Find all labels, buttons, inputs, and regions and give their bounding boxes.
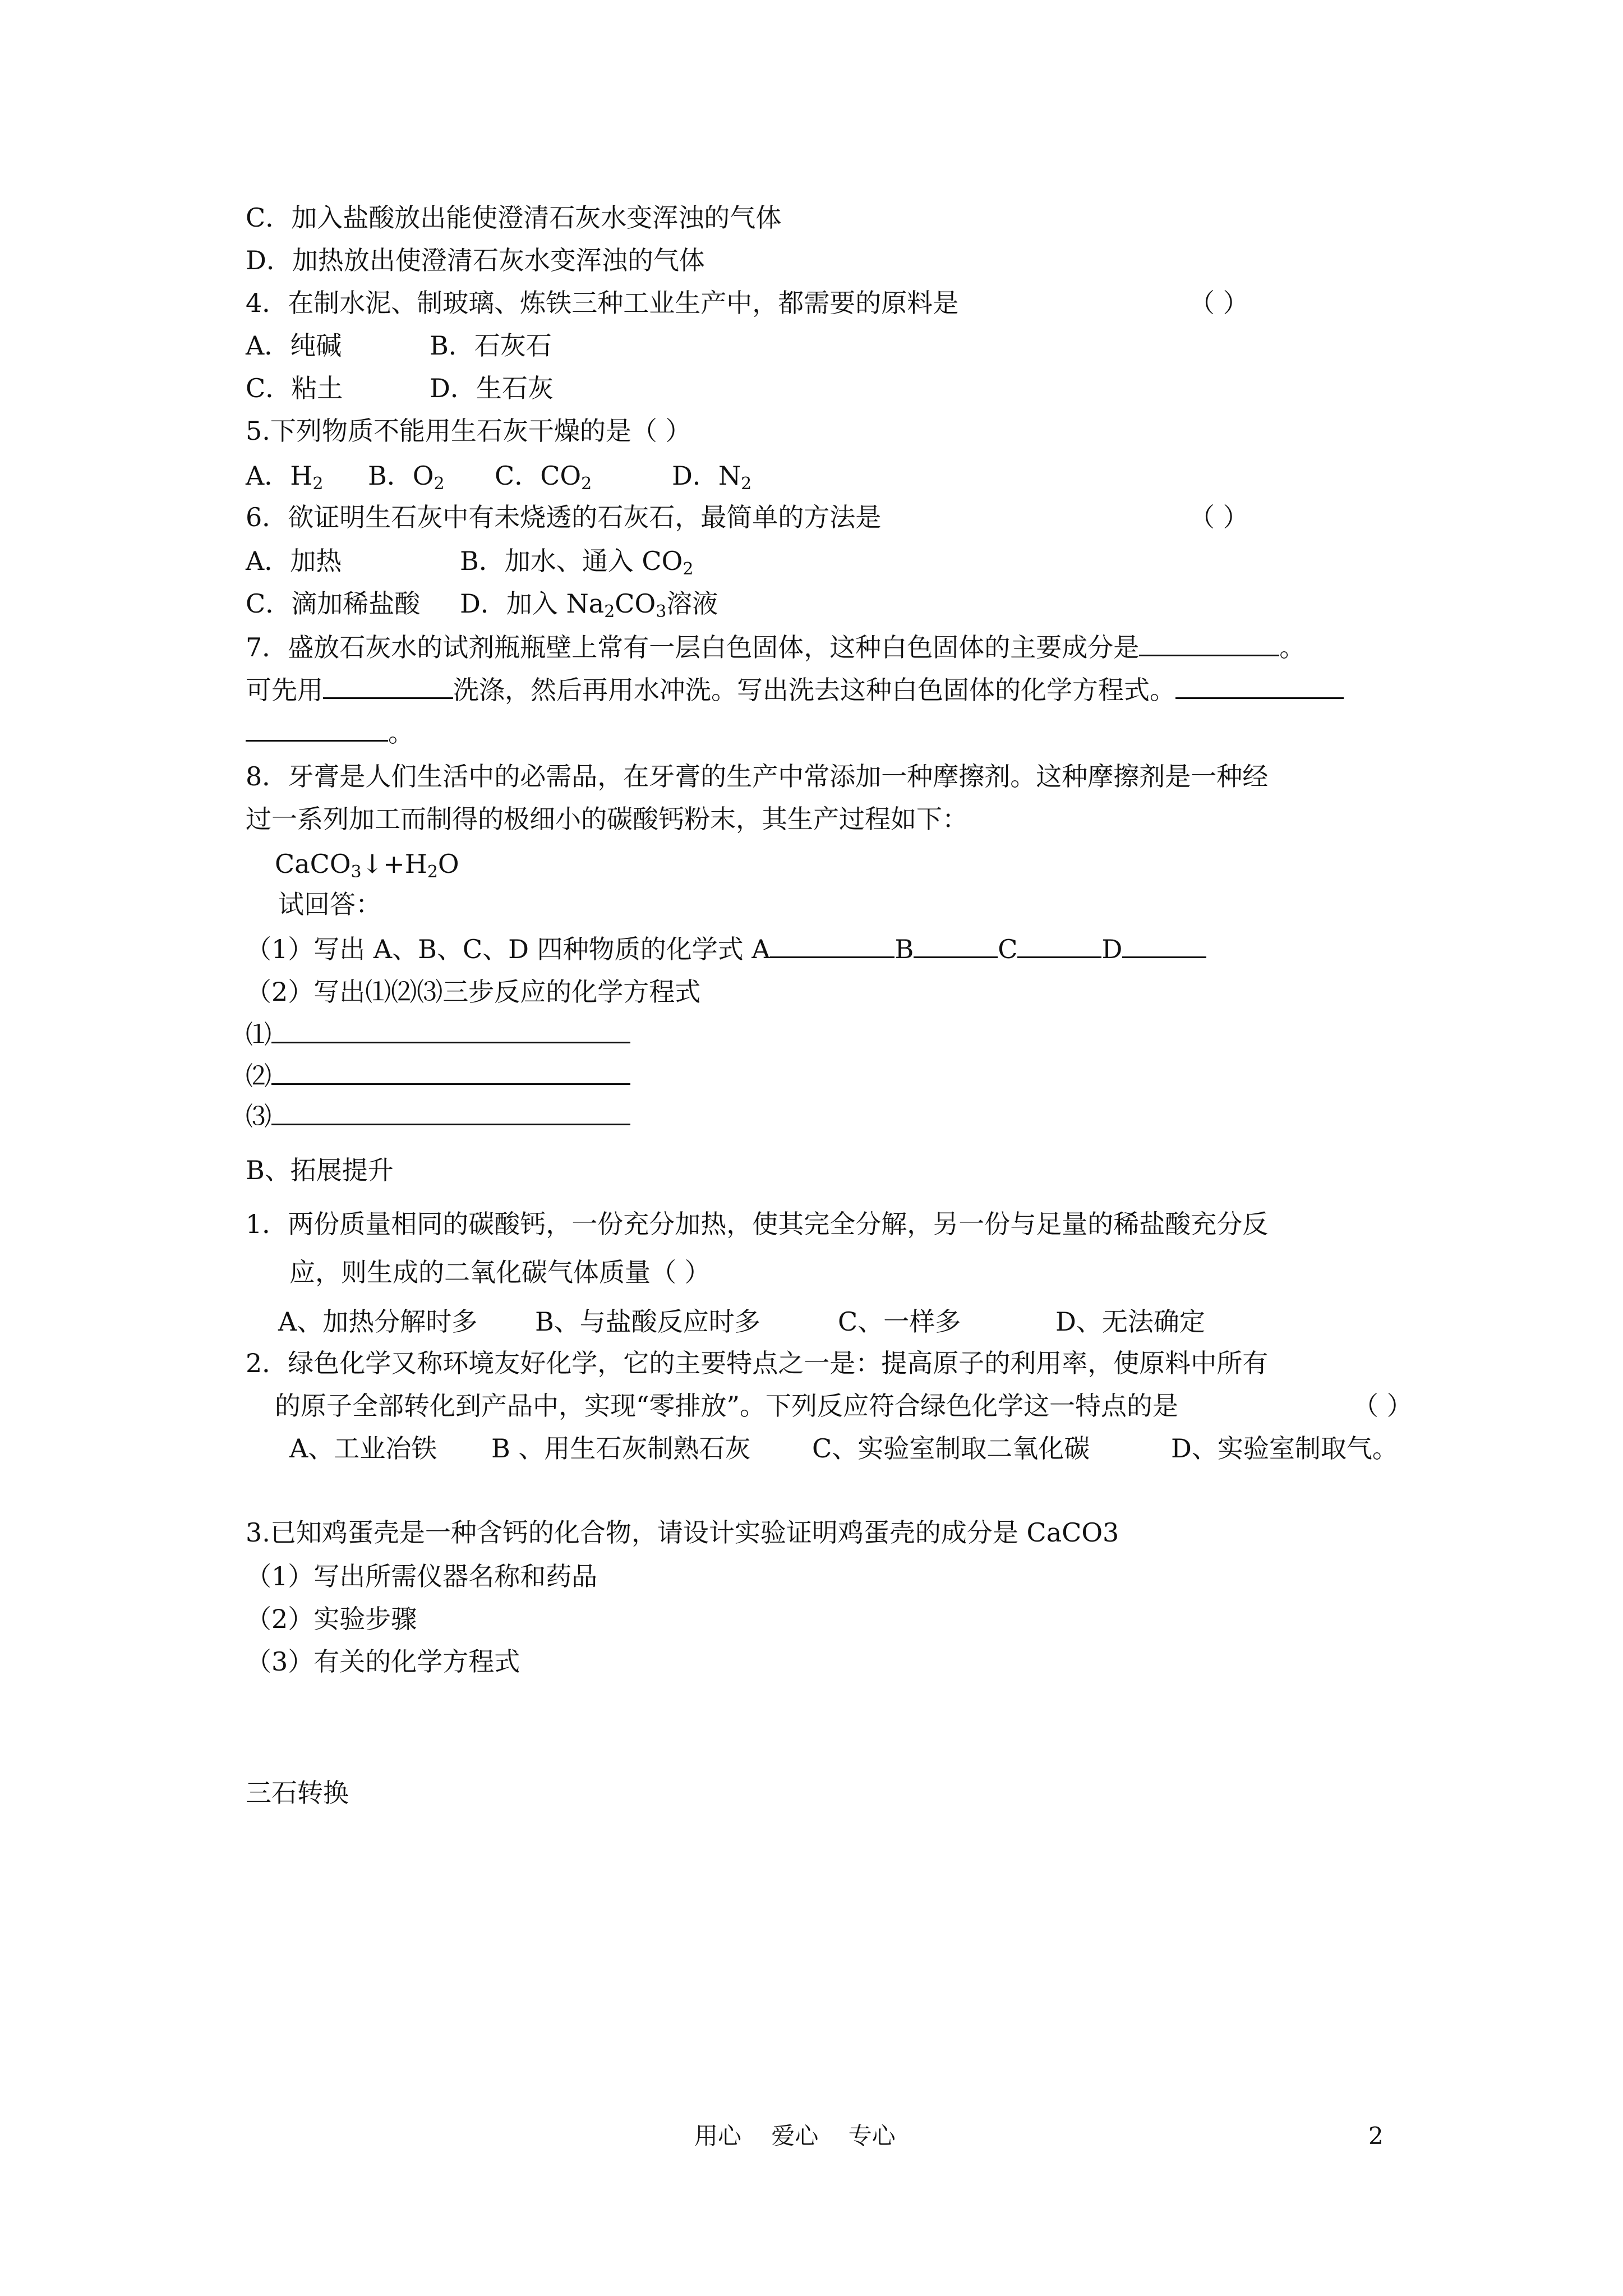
q7-line2-a: 可先用	[246, 675, 323, 705]
q5-b-text: B．O	[368, 461, 434, 491]
q8-eq2	[246, 1060, 630, 1092]
q7-blank-equation-b[interactable]	[246, 717, 388, 742]
b-q2-option-b: B 、用生石灰制熟石灰	[491, 1433, 751, 1464]
q8-sub1-d: D	[1101, 934, 1123, 964]
q8-blank-a[interactable]	[770, 934, 895, 958]
q7-line1	[246, 632, 1305, 663]
b-q3-sub3: （3）有关的化学方程式	[246, 1646, 520, 1677]
q7-line3-end: 。	[388, 717, 414, 748]
q7-blank-equation-a[interactable]	[1175, 675, 1344, 699]
footer-motto: 用心 爱心 专心	[694, 2122, 896, 2150]
q6-b-text: B．加水、通入 CO	[460, 546, 683, 576]
q7-line3	[246, 717, 414, 748]
q8-blank-eq2[interactable]	[271, 1061, 630, 1085]
q8-line2: 过一系列加工而制得的极细小的碳酸钙粉末，其生产过程如下：	[246, 804, 968, 834]
q6-stem: 6．欲证明生石灰中有未烧透的石灰石，最简单的方法是	[246, 502, 882, 532]
q8-flow-sub2: 2	[427, 862, 438, 882]
q4-option-c: C．粘土	[246, 373, 343, 403]
q8-eq3-label: ⑶	[246, 1101, 271, 1131]
q8-eq1	[246, 1019, 630, 1050]
q5-stem: 5.下列物质不能用生石灰干燥的是（ ）	[246, 416, 691, 446]
page-number: 2	[1368, 2122, 1384, 2150]
q6-option-c: C．滴加稀盐酸	[246, 588, 421, 619]
q4-option-b: B．石灰石	[430, 330, 552, 361]
b-q1-line1: 1．两份质量相同的碳酸钙，一份充分加热，使其完全分解，另一份与足量的稀盐酸充分反	[246, 1209, 1269, 1239]
b-q1-option-a: A、加热分解时多	[278, 1306, 478, 1337]
q8-flow-post: ↓+H	[361, 849, 427, 879]
b-q1-line2: 应，则生成的二氧化碳气体质量（ ）	[289, 1257, 711, 1287]
b-q2-option-c: C、实验室制取二氧化碳	[812, 1433, 1090, 1464]
q5-c-sub: 2	[581, 474, 592, 494]
b-q1-option-b: B、与盐酸反应时多	[535, 1306, 760, 1337]
q8-sub2: （2）写出⑴⑵⑶三步反应的化学方程式	[246, 977, 701, 1007]
q5-option-b	[368, 460, 445, 494]
q5-d-sub: 2	[741, 474, 752, 494]
q8-blank-c[interactable]	[1017, 934, 1101, 958]
q6-d-post: 溶液	[666, 588, 718, 619]
q8-blank-b[interactable]	[914, 934, 998, 958]
section-b-title: B、拓展提升	[246, 1155, 394, 1185]
q4-stem: 4．在制水泥、制玻璃、炼铁三种工业生产中，都需要的原料是	[246, 288, 959, 318]
q5-a-sub: 2	[312, 474, 324, 494]
b-q2-line1: 2．绿色化学又称环境友好化学，它的主要特点之一是：提高原子的利用率，使原料中所有	[246, 1348, 1269, 1378]
q4-option-a: A．纯碱	[246, 330, 342, 361]
q8-sub1	[246, 933, 1206, 965]
q8-sub1-b: B	[895, 934, 914, 964]
b-q1-option-c: C、一样多	[838, 1306, 961, 1337]
b-q2-answer-paren: （ ）	[1353, 1391, 1413, 1421]
q6-answer-paren: （ ）	[1189, 502, 1249, 532]
q5-a-text: A．H	[246, 461, 313, 491]
option-c: C．加入盐酸放出能使澄清石灰水变浑浊的气体	[246, 203, 782, 233]
q8-flow-end: O	[437, 849, 459, 879]
q8-eq3	[246, 1101, 630, 1132]
q8-flow-pre: CaCO	[275, 849, 351, 879]
q7-line2-b: 洗涤，然后再用水冲洗。写出洗去这种白色固体的化学方程式。	[453, 675, 1175, 705]
section-title: 三石转换	[246, 1778, 349, 1808]
q8-line1: 8．牙膏是人们生活中的必需品，在牙膏的生产中常添加一种摩擦剂。这种摩擦剂是一种经	[246, 761, 1269, 792]
b-q2-option-d: D、实验室制取气。	[1171, 1433, 1398, 1464]
q6-option-a: A．加热	[246, 546, 342, 576]
q7-blank-component[interactable]	[1139, 632, 1279, 656]
q6-d-sub1: 2	[604, 602, 615, 622]
q8-eq1-label: ⑴	[246, 1019, 271, 1050]
q4-option-d: D．生石灰	[430, 373, 554, 403]
b-q1-option-d: D、无法确定	[1055, 1306, 1205, 1337]
q8-blank-eq1[interactable]	[271, 1019, 630, 1043]
q8-sub1-text: （1）写出 A、B、C、D 四种物质的化学式 A	[246, 934, 771, 964]
q6-option-b	[460, 545, 693, 577]
q8-eq2-label: ⑵	[246, 1061, 271, 1091]
q4-answer-paren: （ ）	[1189, 288, 1249, 318]
q6-b-sub: 2	[683, 559, 694, 579]
b-q2-option-a: A、工业冶铁	[289, 1433, 437, 1464]
q8-blank-d[interactable]	[1122, 934, 1206, 958]
q8-flow	[275, 848, 459, 880]
q6-d-pre: D．加入 Na	[460, 588, 605, 619]
option-d: D．加热放出使澄清石灰水变浑浊的气体	[246, 245, 705, 275]
b-q3-sub1: （1）写出所需仪器名称和药品	[246, 1561, 598, 1591]
q6-d-sub2: 3	[656, 602, 667, 622]
q6-d-mid: CO	[615, 588, 656, 619]
q7-line2	[246, 674, 1344, 706]
q5-option-d	[672, 460, 752, 494]
q8-ask: 试回答：	[278, 889, 381, 919]
q7-line1-end: 。	[1279, 632, 1306, 662]
q8-sub1-c: C	[998, 934, 1018, 964]
q7-blank-washer[interactable]	[323, 675, 453, 699]
q8-flow-sub: 3	[351, 862, 362, 882]
q5-option-a	[246, 460, 324, 494]
q7-line1-text: 7．盛放石灰水的试剂瓶瓶壁上常有一层白色固体，这种白色固体的主要成分是	[246, 632, 1140, 662]
b-q3-line1: 3.已知鸡蛋壳是一种含钙的化合物，请设计实验证明鸡蛋壳的成分是 CaCO3	[246, 1517, 1119, 1548]
q5-b-sub: 2	[434, 474, 445, 494]
q8-blank-eq3[interactable]	[271, 1101, 630, 1125]
q6-option-d	[460, 588, 718, 622]
q5-option-c	[495, 460, 592, 494]
b-q3-sub2: （2）实验步骤	[246, 1604, 417, 1634]
q5-d-text: D．N	[672, 461, 741, 491]
b-q2-line2: 的原子全部转化到产品中，实现“零排放”。下列反应符合绿色化学这一特点的是	[275, 1391, 1179, 1421]
q5-c-text: C．CO	[495, 461, 582, 491]
